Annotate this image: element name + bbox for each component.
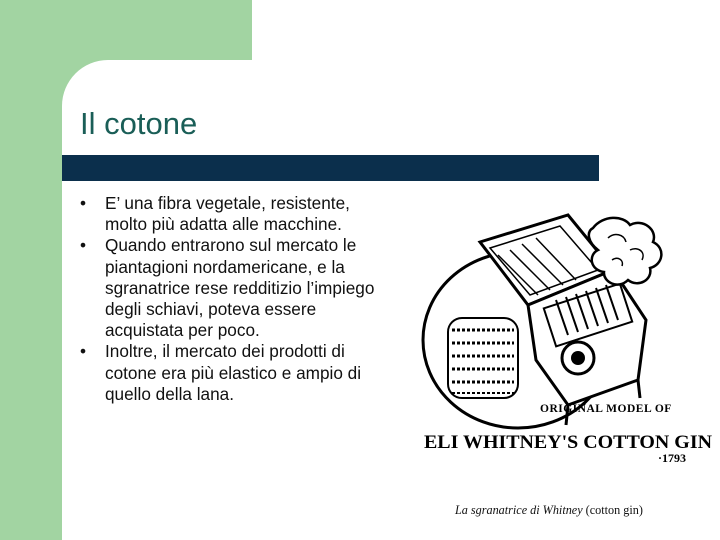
bullet-text: Inoltre, il mercato dei prodotti di cotone era più elastico e ampio di quello della lana. [105,341,362,404]
bullet-text: E’ una fibra vegetale, resistente, molto più adatta alle macchine. [105,193,350,235]
cotton-gin-illustration [418,210,718,475]
bullet-text: Quando entrarono sul mercato le piantagioni nordamericane, e la sgranatrice rese redditizio l’impiego degli schiavi, poteva essere acquistata per poco. [105,235,375,341]
figure-year: ·1793 [658,451,687,465]
figure-main-line: ELI WHITNEY'S COTTON GIN [424,432,713,453]
bullet-dot-icon: • [80,193,87,213]
figure-caption [455,503,643,518]
bullet-item [80,341,380,405]
bullet-dot-icon: • [80,235,87,256]
bullet-dot-icon: • [80,341,87,362]
caption-italic-text: La sgranatrice di Whitney [455,503,583,517]
bullet-item [80,193,380,235]
bullet-list [80,193,380,405]
caption-plain-text: (cotton gin) [582,503,643,517]
figure-top-line: ORIGINAL MODEL OF [540,403,672,415]
bullet-item [80,235,380,341]
cotton-bale-icon [448,318,518,398]
title-underline-bar [62,155,599,181]
slide-title: Il cotone [80,106,198,141]
